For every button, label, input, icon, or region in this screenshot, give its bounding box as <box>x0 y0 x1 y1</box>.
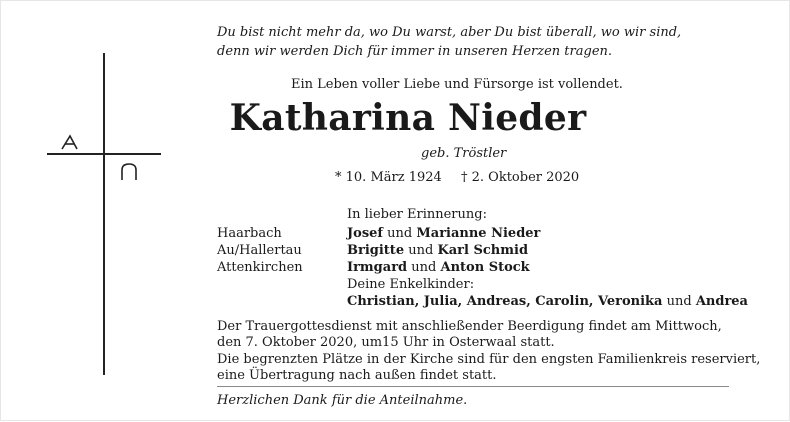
lead-line: Ein Leben voller Liebe und Fürsorge ist vollendet. <box>291 77 623 92</box>
family-3-second: Anton Stock <box>440 260 530 275</box>
grandchildren-names: Christian, Julia, Andreas, Carolin, Veronika <box>347 294 663 309</box>
family-1-and: und <box>387 226 413 241</box>
family-2-first: Brigitte <box>347 243 405 258</box>
grandchildren-row <box>347 293 748 310</box>
place-2: Au/Hallertau <box>217 243 302 258</box>
grandchildren-last: Andrea <box>695 294 748 309</box>
omega-icon <box>122 164 136 180</box>
family-row-3 <box>347 259 748 276</box>
poem <box>217 23 681 61</box>
family-2-and: und <box>408 243 434 258</box>
family-3-first: Irmgard <box>347 260 408 275</box>
maiden-name: geb. Tröstler <box>421 146 507 161</box>
place-1: Haarbach <box>217 226 282 241</box>
mourner-families <box>347 225 748 310</box>
notice-line-2: eine Übertragung nach außen findet statt. <box>217 368 497 383</box>
service-line-2: den 7. Oktober 2020, um15 Uhr in Osterwaal statt. <box>217 335 555 350</box>
mourner-places <box>217 225 303 276</box>
family-3-and: und <box>411 260 437 275</box>
poem-line-1: Du bist nicht mehr da, wo Du warst, aber Du bist überall, wo wir sind, <box>217 25 682 40</box>
poem-line-2: denn wir werden Dich für immer in unseren Herzen tragen. <box>217 44 613 59</box>
family-1-first: Josef <box>347 226 384 241</box>
place-3: Attenkirchen <box>217 260 303 275</box>
grandchildren-label: Deine Enkelkinder: <box>347 277 475 292</box>
notice-line-1: Die begrenzten Plätze in der Kirche sind für den engsten Familienkreis reserviert, <box>217 352 761 367</box>
thanks-line: Herzlichen Dank für die Anteilnahme. <box>217 393 468 408</box>
family-2-second: Karl Schmid <box>437 243 529 258</box>
deceased-name: Katharina Nieder <box>229 97 587 139</box>
grandchildren-and: und <box>666 294 692 309</box>
service-line-1: Der Trauergottesdienst mit anschließender Beerdigung findet am Mittwoch, <box>217 319 722 334</box>
seating-notice <box>217 352 760 384</box>
family-row-2 <box>347 242 748 259</box>
divider-line <box>217 386 729 387</box>
family-row-1 <box>347 225 748 242</box>
birth-date: * 10. März 1924 <box>335 170 442 185</box>
mourners-heading: In lieber Erinnerung: <box>347 207 487 222</box>
family-1-second: Marianne Nieder <box>416 226 541 241</box>
funeral-service-info <box>217 319 722 351</box>
death-date: † 2. Oktober 2020 <box>461 170 580 185</box>
